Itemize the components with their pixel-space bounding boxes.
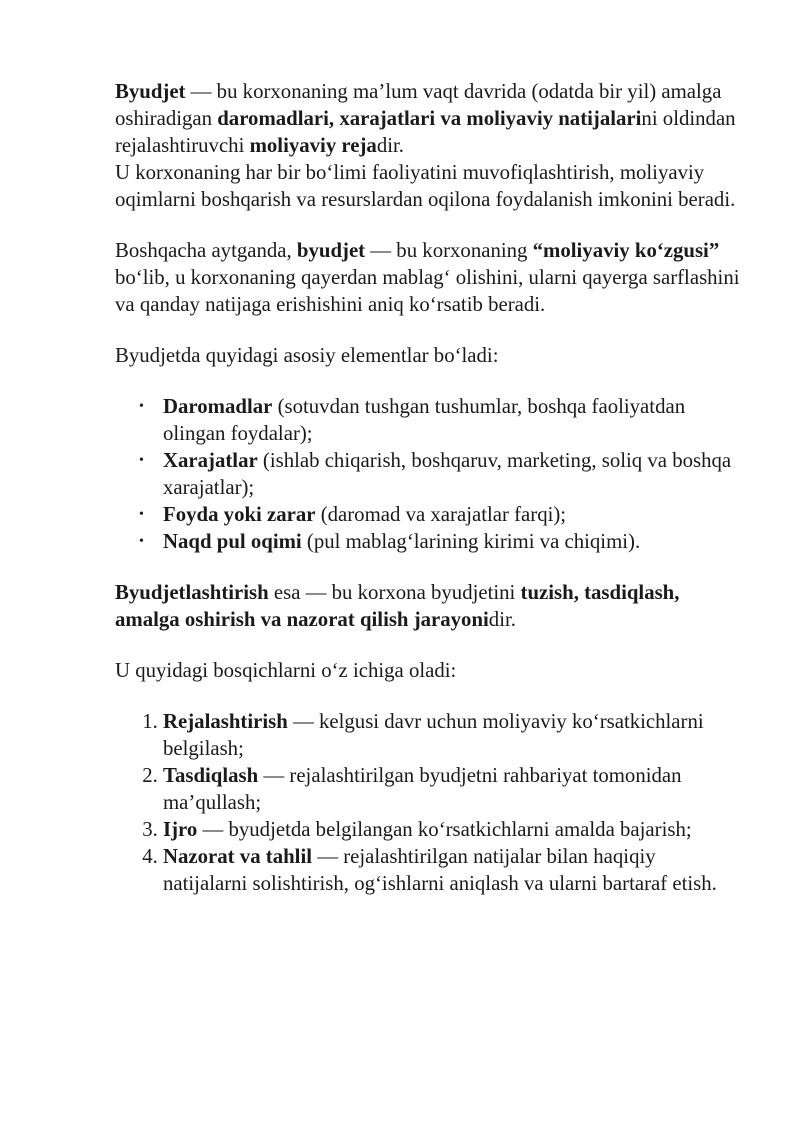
text: bo‘lib, u korxonaning qayerdan mablag‘ olishini, ularni qayerga sarflashini va qanday natijaga erishishini aniq ko‘rsatib beradi. xyxy=(115,266,740,316)
bullet-icon: • xyxy=(139,534,144,549)
list-item-term: Foyda yoki zarar xyxy=(163,503,316,526)
term-byudjetlashtirish: Byudjetlashtirish xyxy=(115,581,269,604)
stages-list xyxy=(115,708,745,897)
list-item-term: Naqd pul oqimi xyxy=(163,530,302,553)
paragraph-budgeting xyxy=(115,579,745,633)
emphasis: moliyaviy reja xyxy=(249,134,377,157)
emphasis: tuzish, tasdiqlash, amalga oshirish va nazorat qilish jarayoni xyxy=(115,581,680,631)
bullet-icon: • xyxy=(139,507,144,522)
list-item-text: — rejalashtirilgan byudjetni rahbariyat tomonidan ma’qullash; xyxy=(163,764,682,814)
list-item xyxy=(163,843,745,897)
text: dir. xyxy=(376,134,404,157)
emphasis: byudjet xyxy=(296,239,366,262)
emphasis: “moliyaviy ko‘zgusi” xyxy=(532,239,720,262)
list-item-term: Daromadlar xyxy=(163,395,273,418)
text: — bu korxonaning xyxy=(365,239,533,262)
list-item-text: — rejalashtirilgan natijalar bilan haqiqiy natijalarni solishtirish, og‘ishlarni aniqlash va ularni bartaraf etish. xyxy=(163,845,717,895)
emphasis: daromadlari, xarajatlari va moliyaviy natijalari xyxy=(217,107,642,130)
term-byudjet: Byudjet xyxy=(115,80,186,103)
document-page xyxy=(115,78,745,921)
list-item xyxy=(139,393,745,447)
text: dir. xyxy=(488,608,516,631)
list-item-text: (daromad va xarajatlar farqi); xyxy=(315,503,567,526)
list-item xyxy=(139,447,745,501)
list-item-text: (pul mablag‘larining kirimi va chiqimi). xyxy=(301,530,641,553)
text: ni oldindan rejalashtiruvchi xyxy=(115,107,736,157)
paragraph-definition xyxy=(115,78,745,213)
text: esa — bu korxona byudjetini xyxy=(268,581,521,604)
paragraph-elements-intro: Byudjetda quyidagi asosiy elementlar bo‘ladi: xyxy=(115,344,499,367)
list-item xyxy=(163,816,745,843)
list-item-text: (sotuvdan tushgan tushumlar, boshqa faoliyatdan olingan foydalar); xyxy=(163,395,686,445)
list-item-term: Ijro xyxy=(163,818,198,841)
list-item-term: Xarajatlar xyxy=(163,449,258,472)
list-item-term: Rejalashtirish xyxy=(163,710,288,733)
list-item-term: Tasdiqlash xyxy=(163,764,259,787)
bullet-icon: • xyxy=(139,399,144,414)
text: — bu korxonaning ma’lum vaqt davrida (odatda bir yil) amalga oshiradigan xyxy=(115,80,722,130)
list-item-text: — kelgusi davr uchun moliyaviy ko‘rsatkichlarni belgilash; xyxy=(163,710,704,760)
text: Boshqacha aytganda, xyxy=(115,239,297,262)
list-item-text: — byudjetda belgilangan ko‘rsatkichlarni amalda bajarish; xyxy=(197,818,692,841)
list-item xyxy=(163,762,745,816)
list-item-term: Nazorat va tahlil xyxy=(163,845,313,868)
paragraph-stages-intro: U quyidagi bosqichlarni o‘z ichiga oladi: xyxy=(115,659,457,682)
elements-list xyxy=(115,393,745,555)
list-item xyxy=(139,528,745,555)
list-item-text: (ishlab chiqarish, boshqaruv, marketing, soliq va boshqa xarajatlar); xyxy=(163,449,732,499)
list-item xyxy=(163,708,745,762)
paragraph-mirror xyxy=(115,237,745,318)
paragraph-purpose: U korxonaning har bir bo‘limi faoliyatini muvofiqlashtirish, moliyaviy oqimlarni boshqarish va resurslardan oqilona foydalanish imkonini beradi. xyxy=(115,161,736,211)
bullet-icon: • xyxy=(139,453,144,468)
list-item xyxy=(139,501,745,528)
